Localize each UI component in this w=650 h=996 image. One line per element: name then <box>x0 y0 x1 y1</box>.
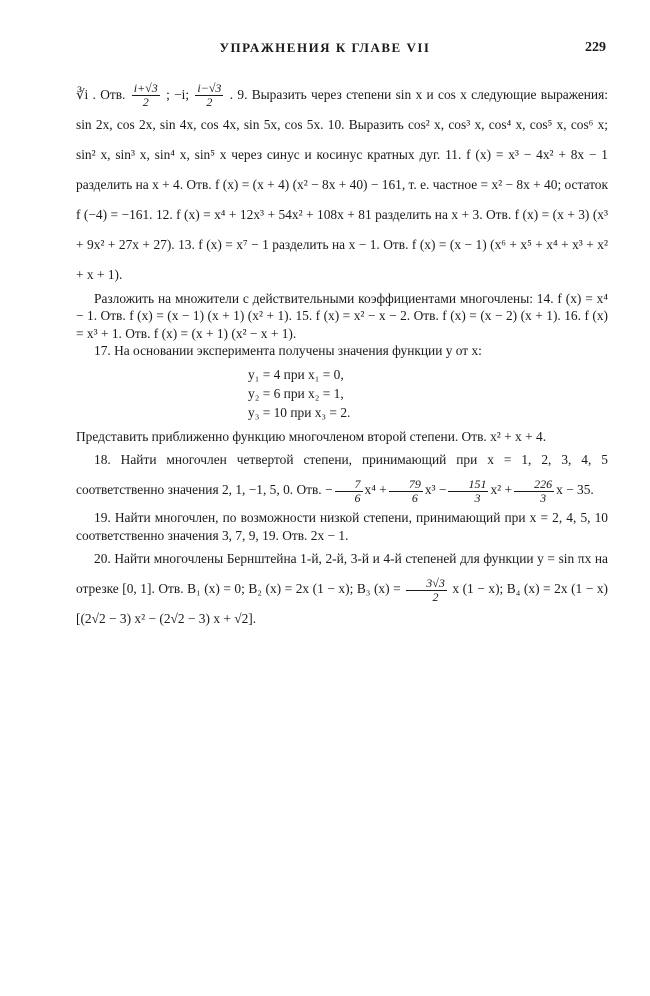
running-title: УПРАЖНЕНИЯ К ГЛАВЕ VII <box>219 40 431 55</box>
fraction-7-6 <box>335 478 363 505</box>
term-x3: x³ − <box>424 482 447 498</box>
fraction-2-numerator: i−√3 <box>197 81 222 96</box>
paragraph-exercise-17: 17. На основании эксперимента получены значения функции y от x: <box>94 342 482 358</box>
fraction-79-6 <box>389 478 423 505</box>
system-line-2: y₂ = 6 при x₂ = 1, <box>248 386 344 402</box>
paragraph-exercise-17-answer: Представить приближенно функцию многочленом второй степени. Отв. x² + x + 4. <box>76 429 547 445</box>
exercises-9-13: . 9. Выразить через степени sin x и cos x следующие выражения: sin 2x, cos 2x, sin 4x, cos 4x, sin 5x, cos 5x. 10. Выразить cos² x, cos³ x, cos⁴ x, cos⁵ x, cos⁶ x; sin² x, sin³ x, sin⁴ x, sin⁵ x через синус и косинус кратных дуг. 11. f (x) = x³ − 4x² + 8x − 1 разделить на x + 4. Отв. f (x) = (x + 4) (x² − 8x + 40) − 161, т. е. частное = x² − 8x + 40; остаток f (−4) = −161. 12. f (x) = x⁴ + 12x³ + 54x² + 108x + 81 разделить на x + 3. Отв. f (x) = (x + 3) (x³ + 9x² + 27x + 27). 13. f (x) = x⁷ − 1 разделить на x − 1. Отв. f (x) = (x − 1) (x⁶ + x⁵ + x⁴ + x³ + x² + x + 1). <box>76 87 608 282</box>
fraction-1-denominator: 2 <box>142 95 149 110</box>
fraction-79-6-numerator: 79 <box>389 478 423 492</box>
answer-8-middle: ; −i; <box>166 87 190 102</box>
paragraph-exercises-8-13 <box>76 80 608 290</box>
fraction-1-numerator: i+√3 <box>133 81 158 96</box>
term-x2: x² + <box>490 482 513 498</box>
exercise-text <box>76 80 608 634</box>
fraction-151-3-numerator: 151 <box>448 478 488 492</box>
page-header <box>0 40 650 60</box>
fraction-79-6-denominator: 6 <box>411 490 418 505</box>
system-line-1: y₁ = 4 при x₁ = 0, <box>248 367 344 383</box>
fraction-226-3 <box>514 478 554 505</box>
term-x4: x⁴ + <box>364 482 387 498</box>
fraction-2-denominator: 2 <box>206 95 213 110</box>
data-system <box>76 365 608 422</box>
fraction-151-3-denominator: 3 <box>474 490 481 505</box>
fraction-7-6-denominator: 6 <box>354 490 361 505</box>
system-line-3: y₃ = 10 при x₃ = 2. <box>248 405 351 421</box>
answer-8-start: ∛i . Отв. <box>76 87 126 102</box>
exercise-20-text: 20. Найти многочлены Бернштейна 1-й, 2-й, 3-й и 4-й степеней для функции y = sin πx на отрезке [0, 1]. Отв. B₁ (x) = 0; B₂ (x) = 2x (1 − x); B₃ (x) = <box>76 551 608 597</box>
exercise-18-text: 18. Найти многочлен четвертой степени, принимающий при x = 1, 2, 3, 4, 5 соответственно значения 2, 1, −1, 5, 0. Отв. − <box>76 452 608 498</box>
fraction-1 <box>132 82 160 109</box>
fraction-2 <box>195 82 223 109</box>
fraction-3sqrt3-2 <box>406 577 447 604</box>
paragraph-exercises-14-16: Разложить на множители с действительными коэффициентами многочлены: 14. f (x) = x⁴ − 1. Отв. f (x) = (x − 1) (x + 1) (x² + 1). 15. f (x) = x² − x − 2. Отв. f (x) = (x − 2) (x + 1). 16. f (x) = x³ + 1. Отв. f (x) = (x + 1) (x² − x + 1). <box>76 291 608 341</box>
fraction-226-3-numerator: 226 <box>514 478 554 492</box>
page-number: 229 <box>585 40 606 55</box>
exercise-20-rest: x (1 − x); B₄ (x) = 2x (1 − x)[(2√2 − 3) x² − (2√2 − 3) x + √2]. <box>76 581 608 627</box>
fraction-3sqrt3-2-denominator: 2 <box>432 589 439 604</box>
paragraph-exercise-19: 19. Найти многочлен, по возможности низкой степени, принимающий при x = 2, 4, 5, 10 соответственно значения 3, 7, 9, 19. Отв. 2x − 1. <box>76 510 608 543</box>
paragraph-exercise-20 <box>76 544 608 634</box>
fraction-151-3 <box>448 478 488 505</box>
term-x-minus-35: x − 35. <box>556 482 594 498</box>
fraction-7-6-numerator: 7 <box>335 478 363 492</box>
fraction-3sqrt3-2-numerator: 3√3 <box>406 577 447 591</box>
paragraph-exercise-18 <box>76 445 608 505</box>
fraction-226-3-denominator: 3 <box>540 490 547 505</box>
